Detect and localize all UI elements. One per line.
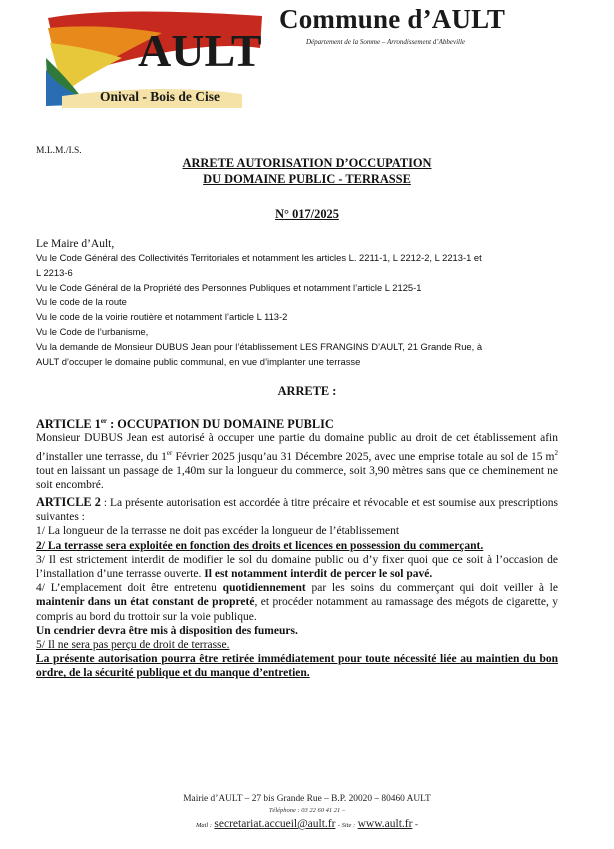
legal-reference-line: AULT d’occuper le domaine public communal, en vue d’implanter une terrasse bbox=[36, 355, 361, 367]
article-1 bbox=[36, 414, 558, 492]
website-link[interactable]: www.ault.fr bbox=[357, 818, 413, 830]
ashtray-note: Un cendrier devra être mis à disposition des fumeurs. bbox=[36, 624, 298, 637]
logo-word: AULT bbox=[138, 25, 262, 76]
legal-reference-line: Vu le Code de l’urbanisme, bbox=[36, 325, 149, 337]
article-2-item-5: 5/ Il ne sera pas perçu de droit de terrasse. bbox=[36, 639, 230, 652]
email-link[interactable]: secretariat.accueil@ault.fr bbox=[214, 818, 336, 830]
footer-end: - bbox=[414, 819, 419, 830]
article-1-text: Monsieur DUBUS Jean est autorisé à occuper une partie du domaine public au droit de cet établissement afin d’installer une terrasse, du 1er Février 2025 jusqu’au 31 Décembre 2025, avec une emprise totale au sol de 15 $m^2$ tout en laissant un passage de 1,40m sur la longueur du commerce, soit 3,90 mètres sans que ce cheminement ne soit encombré. bbox=[36, 432, 558, 491]
legal-reference-line: Vu le Code Général de la Propriété des Personnes Publiques et notamment l’article L 2125-1 bbox=[36, 281, 422, 293]
legal-reference-line: Vu le code de la route bbox=[36, 296, 127, 308]
department-line: Département de la Somme – Arrondissement d’Abbeville bbox=[306, 38, 466, 46]
ault-logo bbox=[42, 8, 270, 108]
withdrawal-clause: La présente autorisation pourra être retirée immédiatement pour toute nécessité liée au maintien du bon ordre, de la sécurité publique et du manque d’entretien. bbox=[36, 653, 558, 680]
legal-references bbox=[36, 251, 560, 369]
mayor-line: Le Maire d’Ault, bbox=[36, 238, 115, 250]
mail-label: Mail : bbox=[195, 822, 213, 829]
article-2-item-3: 3/ Il est strictement interdit de modifier le sol du domaine public ou d’y fixer quoi que ce soit à l’occasion de l’installation d’une terrasse ouverte. Il est notamment interdit de percer le sol pavé. bbox=[36, 553, 558, 581]
legal-reference-line: L 2213-6 bbox=[36, 266, 73, 278]
logo-tagline: Onival - Bois de Cise bbox=[100, 89, 221, 104]
legal-reference-line: Vu le Code Général des Collectivités Territoriales et notamment les articles L. 2211-1, L 2212-2, L 2213-1 et bbox=[36, 252, 482, 263]
arrete-heading: ARRETE : bbox=[277, 384, 337, 398]
article-2-item-4: 4/ L’emplacement doit être entretenu quotidiennement par les soins du commerçant qui doit veiller à le maintenir dans un état constant de propreté, et procéder notamment au ramassage des mégots de cigarette, y compris au bord du trottoir sur la voie publique. bbox=[36, 582, 558, 623]
article-2-intro: ARTICLE 2 : La présente autorisation est accordée à titre précaire et révocable et est soumise aux prescriptions suivantes : bbox=[36, 495, 559, 524]
logo-graphic bbox=[42, 8, 270, 108]
article-1-heading: ARTICLE 1er : OCCUPATION DU DOMAINE PUBLIC bbox=[36, 417, 334, 432]
decree-number: N° 017/2025 bbox=[275, 207, 339, 221]
reference-code: M.L.M./I.S. bbox=[36, 146, 82, 156]
legal-reference-line: Vu le code de la voirie routière et notamment l’article L 113-2 bbox=[36, 311, 288, 323]
commune-title: Commune d’AULT bbox=[279, 4, 506, 34]
article-2-item-1: 1/ La longueur de la terrasse ne doit pas excéder la longueur de l’établissement bbox=[36, 525, 400, 538]
decree-title-line-2: DU DOMAINE PUBLIC - TERRASSE bbox=[203, 172, 411, 186]
article-2 bbox=[36, 495, 558, 681]
footer-contact bbox=[0, 818, 614, 830]
footer-phone: Téléphone : 03 22 60 41 21 – bbox=[268, 807, 346, 814]
decree-title-line-1: ARRETE AUTORISATION D’OCCUPATION bbox=[182, 156, 432, 170]
site-label: - Site : bbox=[337, 822, 356, 829]
legal-reference-line: Vu la demande de Monsieur DUBUS Jean pour l’établissement LES FRANGINS D’AULT, 21 Grande Rue, à bbox=[36, 340, 483, 352]
footer-address: Mairie d’AULT – 27 bis Grande Rue – B.P. 20020 – 80460 AULT bbox=[183, 794, 431, 804]
article-2-item-2: 2/ La terrasse sera exploitée en fonction des droits et licences en possession du commerçant. bbox=[36, 539, 484, 552]
